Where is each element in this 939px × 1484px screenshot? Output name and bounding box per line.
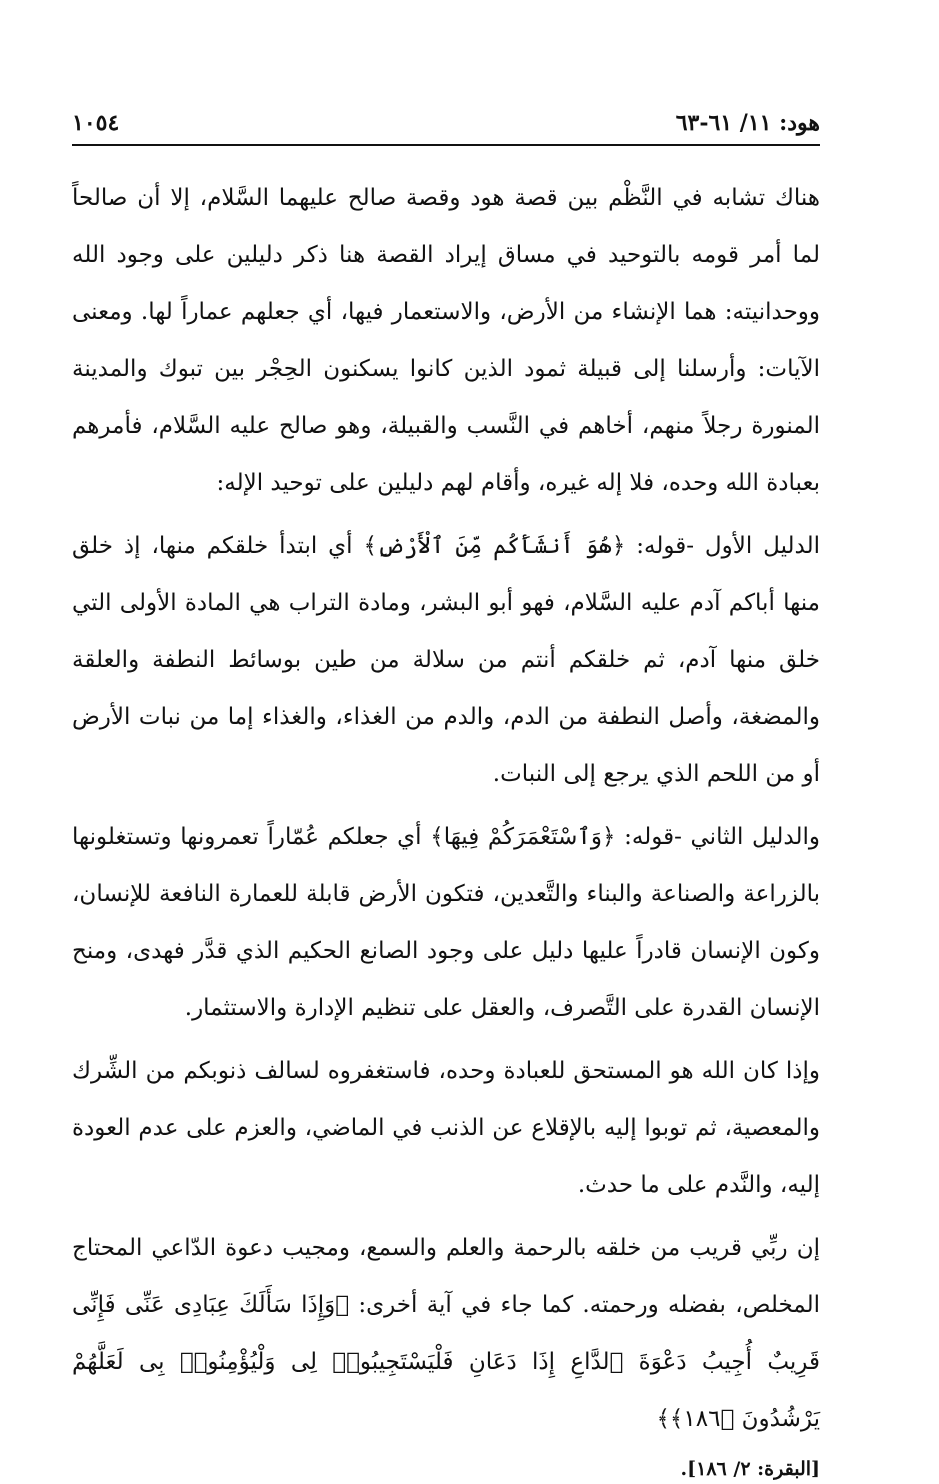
paragraph-lead: الدليل الأول -قوله:	[625, 533, 820, 559]
quran-quote: ﴿وَٱسْتَعْمَرَكُمْ فِيهَا﴾	[430, 824, 616, 850]
paragraph-lead: والدليل الثاني -قوله:	[615, 824, 821, 850]
paragraph-nearness	[72, 1220, 820, 1448]
surah-reference: هود: ١١/ ٦١-٦٣	[675, 110, 820, 136]
paragraph-second-proof	[72, 809, 820, 1037]
paragraph-lead: إن ربِّي قريب من خلقه بالرحمة والعلم والسمع، ومجيب دعوة الدّاعي المحتاج المخلص، بفضله ورحمته. كما جاء في آية أخرى:	[72, 1235, 820, 1318]
paragraph-intro: هناك تشابه في النَّظْم بين قصة هود وقصة صالح عليهما السَّلام، إلا أن صالحاً لما أمر قومه بالتوحيد في مساق إيراد القصة هنا ذكر دليلين على وجود الله ووحدانيته: هما الإنشاء من الأرض، والاستعمار فيها، أي جعلهم عماراً لها. ومعنى الآيات: وأرسلنا إلى قبيلة ثمود الذين كانوا يسكنون الحِجْر بين تبوك والمدينة المنورة رجلاً منهم، أخاهم في النَّسب والقبيلة، وهو صالح عليه السَّلام، فأمرهم بعبادة الله وحده، فلا إله غيره، وأقام لهم دليلين على توحيد الإله:	[72, 185, 821, 496]
paragraph-repentance: وإذا كان الله هو المستحق للعبادة وحده، فاستغفروه لسالف ذنوبكم من الشِّرك والمعصية، ثم توبوا إليه بالإقلاع عن الذنب في الماضي، والعزم على عدم العودة إليه، والنَّدم على ما حدث.	[72, 1058, 820, 1198]
paragraph-body: أي ابتدأ خلقكم منها، إذ خلق منها أباكم آدم عليه السَّلام، فهو أبو البشر، ومادة التراب هي المادة الأولى التي خلق منها آدم، ثم خلقكم أنتم من سلالة من طين بوسائط النطفة والعلقة والمضغة، وأصل النطفة من الدم، والدم من الغذاء، والغذاء إما من نبات الأرض أو من اللحم الذي يرجع إلى النبات.	[72, 533, 820, 787]
quran-quote: ﴿هُوَ أَنشَأَكُم مِّنَ ٱلْأَرْضِ﴾	[363, 533, 626, 559]
book-page	[72, 100, 820, 1484]
quran-quote: ﴿وَإِذَا سَأَلَكَ عِبَادِى عَنِّى فَإِنِّى قَرِيبٌ أُجِيبُ دَعْوَةَ ٱلدَّاعِ إِذَا دَعَانِ فَلْيَسْتَجِيبُوا۟ لِى وَلْيُؤْمِنُوا۟ بِى لَعَلَّهُمْ يَرْشُدُونَ ﴿١٨٦﴾﴾	[72, 1292, 820, 1432]
body-text	[72, 170, 820, 1484]
paragraph-body: أي جعلكم عُمّاراً تعمرونها وتستغلونها بالزراعة والصناعة والبناء والتَّعدين، فتكون الأرض قابلة للعمارة النافعة للإنسان، وكون الإنسان قادراً عليها دليل على وجود الصانع الحكيم الذي قدَّر فهدى، ومنح الإنسان القدرة على التَّصرف، والعقل على تنظيم الإدارة والاستثمار.	[72, 824, 820, 1021]
paragraph-first-proof	[72, 518, 820, 803]
verse-citation: [البقرة: ٢/ ١٨٦].	[680, 1458, 820, 1480]
running-header	[72, 100, 820, 146]
page-number: ١٠٥٤	[72, 110, 120, 136]
